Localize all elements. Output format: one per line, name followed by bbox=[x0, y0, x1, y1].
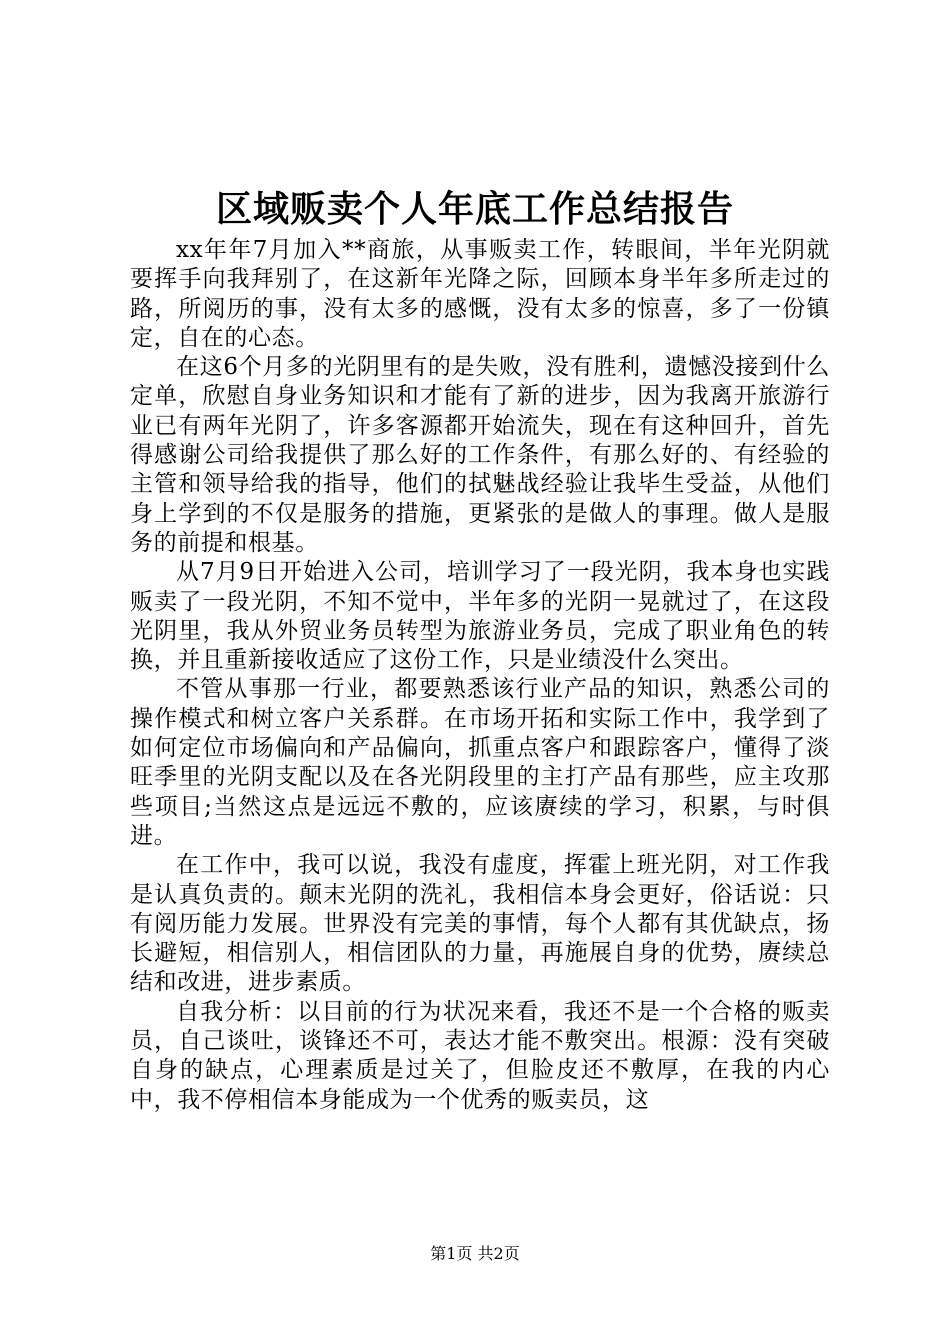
document-body bbox=[130, 236, 830, 1115]
page-number-footer: 第1页 共2页 bbox=[430, 1244, 520, 1263]
paragraph-5: 在工作中，我可以说，我没有虚度，挥霍上班光阴，对工作我是认真负责的。颠末光阴的洗礼，我相信本身会更好，俗话说：只有阅历能力发展。世界没有完美的事情，每个人都有其优缺点，扬长避短，相信别人，相信团队的力量，再施展自身的优势，赓续总结和改进，进步素质。 bbox=[130, 852, 830, 996]
paragraph-6: 自我分析：以目前的行为状况来看，我还不是一个合格的贩卖员，自己谈吐，谈锋还不可，表达才能不敷突出。根源：没有突破自身的缺点，心理素质是过关了，但脸皮还不敷厚，在我的内心中，我不停相信本身能成为一个优秀的贩卖员，这 bbox=[130, 998, 830, 1113]
document-title: 区域贩卖个人年底工作总结报告 bbox=[215, 188, 734, 230]
paragraph-4: 不管从事那一行业，都要熟悉该行业产品的知识，熟悉公司的操作模式和树立客户关系群。在市场开拓和实际工作中，我学到了如何定位市场偏向和产品偏向，抓重点客户和跟踪客户，懂得了淡旺季里的光阴支配以及在各光阴段里的主打产品有那些，应主攻那些项目;当然这点是远远不敷的，应该赓续的学习，积累，与时俱进。 bbox=[130, 676, 830, 849]
paragraph-3: 从7月9日开始进入公司，培训学习了一段光阴，我本身也实践贩卖了一段光阴，不知不觉中，半年多的光阴一晃就过了，在这段光阴里，我从外贸业务员转型为旅游业务员，完成了职业角色的转换，并且重新接收适应了这份工作，只是业绩没什么突出。 bbox=[130, 559, 830, 674]
paragraph-1: xx年年7月加入**商旅，从事贩卖工作，转眼间，半年光阴就要挥手向我拜别了，在这新年光降之际，回顾本身半年多所走过的路，所阅历的事，没有太多的感慨，没有太多的惊喜，多了一份镇定，自在的心态。 bbox=[130, 237, 830, 351]
paragraph-2: 在这6个月多的光阴里有的是失败，没有胜利，遗憾没接到什么定单，欣慰自身业务知识和才能有了新的进步，因为我离开旅游行业已有两年光阴了，许多客源都开始流失，现在有这种回升，首先得感谢公司给我提供了那么好的工作条件，有那么好的、有经验的主管和领导给我的指导，他们的拭魅战经验让我毕生受益，从他们身上学到的不仅是服务的措施，更紧张的是做人的事理。做人是服务的前提和根基。 bbox=[130, 354, 830, 556]
